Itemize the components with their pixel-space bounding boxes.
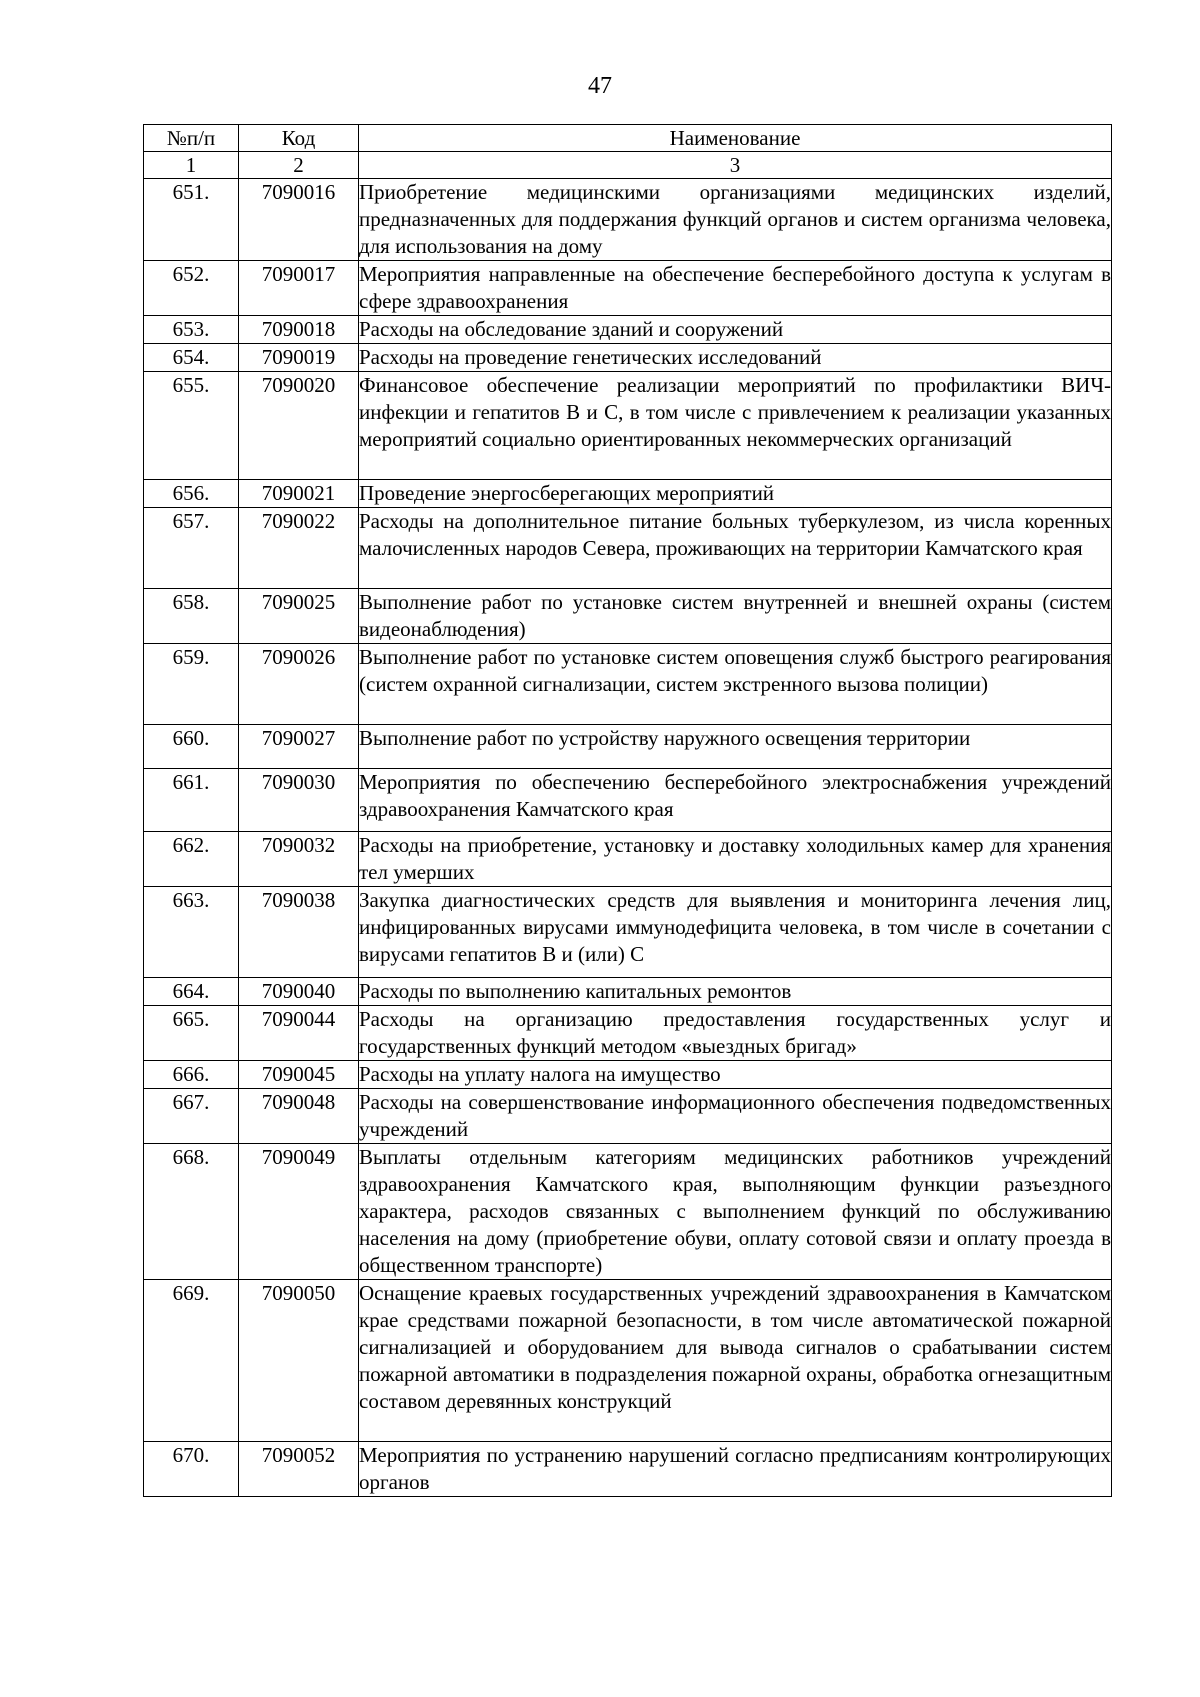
table-row — [144, 480, 1112, 508]
row-number: 657. — [144, 508, 239, 589]
row-code: 7090050 — [239, 1280, 359, 1442]
row-number: 652. — [144, 261, 239, 316]
row-number: 653. — [144, 316, 239, 344]
table-row — [144, 769, 1112, 832]
table-row — [144, 179, 1112, 261]
row-name: Оснащение краевых государственных учреждений здравоохранения в Камчатском крае средствами пожарной безопасности, в том числе автоматической пожарной сигнализацией и оборудованием для вывода сигналов о срабатывании систем пожарной автоматики в подразделения пожарной охраны, обработка огнезащитным составом деревянных конструкций — [359, 1280, 1112, 1442]
row-code: 7090030 — [239, 769, 359, 832]
header-name: Наименование — [359, 125, 1112, 152]
row-code: 7090022 — [239, 508, 359, 589]
row-number: 660. — [144, 725, 239, 769]
row-number: 665. — [144, 1006, 239, 1061]
row-number: 656. — [144, 480, 239, 508]
table-row — [144, 508, 1112, 589]
table-row — [144, 316, 1112, 344]
row-code: 7090052 — [239, 1442, 359, 1497]
row-code: 7090048 — [239, 1089, 359, 1144]
row-name: Расходы на дополнительное питание больных туберкулезом, из числа коренных малочисленных народов Севера, проживающих на территории Камчатского края — [359, 508, 1112, 589]
row-name: Финансовое обеспечение реализации мероприятий по профилактики ВИЧ-инфекции и гепатитов В и С, в том числе с привлечением к реализации указанных мероприятий социально ориентированных некоммерческих организаций — [359, 372, 1112, 480]
row-code: 7090044 — [239, 1006, 359, 1061]
header-code: Код — [239, 125, 359, 152]
table-row — [144, 832, 1112, 887]
row-code: 7090026 — [239, 644, 359, 725]
table-row — [144, 1144, 1112, 1280]
table-row — [144, 589, 1112, 644]
column-number-1: 1 — [144, 152, 239, 179]
row-name: Расходы на организацию предоставления государственных услуг и государственных функций методом «выездных бригад» — [359, 1006, 1112, 1061]
table-row — [144, 978, 1112, 1006]
table-row — [144, 1006, 1112, 1061]
row-number: 658. — [144, 589, 239, 644]
row-name: Выполнение работ по устройству наружного освещения территории — [359, 725, 1112, 769]
row-number: 667. — [144, 1089, 239, 1144]
row-number: 670. — [144, 1442, 239, 1497]
row-code: 7090020 — [239, 372, 359, 480]
page-number: 47 — [588, 73, 612, 99]
table-row — [144, 1089, 1112, 1144]
table-row — [144, 1280, 1112, 1442]
row-number: 654. — [144, 344, 239, 372]
table-header — [144, 125, 1112, 179]
row-name: Выплаты отдельным категориям медицинских работников учреждений здравоохранения Камчатского края, выполняющим функции разъездного характера, расходов связанных с выполнением функций по обслуживанию населения на дому (приобретение обуви, оплату сотовой связи и оплату проезда в общественном транспорте) — [359, 1144, 1112, 1280]
row-code: 7090038 — [239, 887, 359, 978]
column-number-3: 3 — [359, 152, 1112, 179]
row-number: 668. — [144, 1144, 239, 1280]
row-name: Мероприятия по обеспечению бесперебойного электроснабжения учреждений здравоохранения Камчатского края — [359, 769, 1112, 832]
row-code: 7090025 — [239, 589, 359, 644]
row-name: Мероприятия направленные на обеспечение бесперебойного доступа к услугам в сфере здравоохранения — [359, 261, 1112, 316]
header-number: №п/п — [144, 125, 239, 152]
row-name: Выполнение работ по установке систем внутренней и внешней охраны (систем видеонаблюдения) — [359, 589, 1112, 644]
row-code: 7090045 — [239, 1061, 359, 1089]
header-row — [144, 125, 1112, 152]
row-name: Расходы на обследование зданий и сооружений — [359, 316, 1112, 344]
row-code: 7090032 — [239, 832, 359, 887]
table-row — [144, 1061, 1112, 1089]
row-code: 7090016 — [239, 179, 359, 261]
row-code: 7090027 — [239, 725, 359, 769]
row-number: 664. — [144, 978, 239, 1006]
row-number: 666. — [144, 1061, 239, 1089]
table-row — [144, 1442, 1112, 1497]
row-name: Расходы на проведение генетических исследований — [359, 344, 1112, 372]
row-name: Приобретение медицинскими организациями медицинских изделий, предназначенных для поддержания функций органов и систем организма человека, для использования на дому — [359, 179, 1112, 261]
row-number: 663. — [144, 887, 239, 978]
row-number: 669. — [144, 1280, 239, 1442]
table-row — [144, 887, 1112, 978]
row-name: Закупка диагностических средств для выявления и мониторинга лечения лиц, инфицированных вирусами иммунодефицита человека, в том числе в сочетании с вирусами гепатитов В и (или) С — [359, 887, 1112, 978]
row-name: Расходы на уплату налога на имущество — [359, 1061, 1112, 1089]
table-row — [144, 261, 1112, 316]
row-name: Расходы по выполнению капитальных ремонтов — [359, 978, 1112, 1006]
row-code: 7090017 — [239, 261, 359, 316]
row-number: 655. — [144, 372, 239, 480]
row-code: 7090040 — [239, 978, 359, 1006]
budget-codes-table — [143, 124, 1112, 1497]
table-row — [144, 725, 1112, 769]
row-name: Выполнение работ по установке систем оповещения служб быстрого реагирования (систем охранной сигнализации, систем экстренного вызова полиции) — [359, 644, 1112, 725]
row-number: 661. — [144, 769, 239, 832]
table-row — [144, 372, 1112, 480]
row-name: Расходы на приобретение, установку и доставку холодильных камер для хранения тел умерших — [359, 832, 1112, 887]
table-row — [144, 644, 1112, 725]
row-number: 651. — [144, 179, 239, 261]
row-name: Проведение энергосберегающих мероприятий — [359, 480, 1112, 508]
table-row — [144, 344, 1112, 372]
table-body — [144, 179, 1112, 1497]
column-number-2: 2 — [239, 152, 359, 179]
row-code: 7090019 — [239, 344, 359, 372]
row-name: Мероприятия по устранению нарушений согласно предписаниям контролирующих органов — [359, 1442, 1112, 1497]
column-numbers-row — [144, 152, 1112, 179]
row-name: Расходы на совершенствование информационного обеспечения подведомственных учреждений — [359, 1089, 1112, 1144]
row-number: 662. — [144, 832, 239, 887]
row-number: 659. — [144, 644, 239, 725]
row-code: 7090021 — [239, 480, 359, 508]
row-code: 7090049 — [239, 1144, 359, 1280]
row-code: 7090018 — [239, 316, 359, 344]
